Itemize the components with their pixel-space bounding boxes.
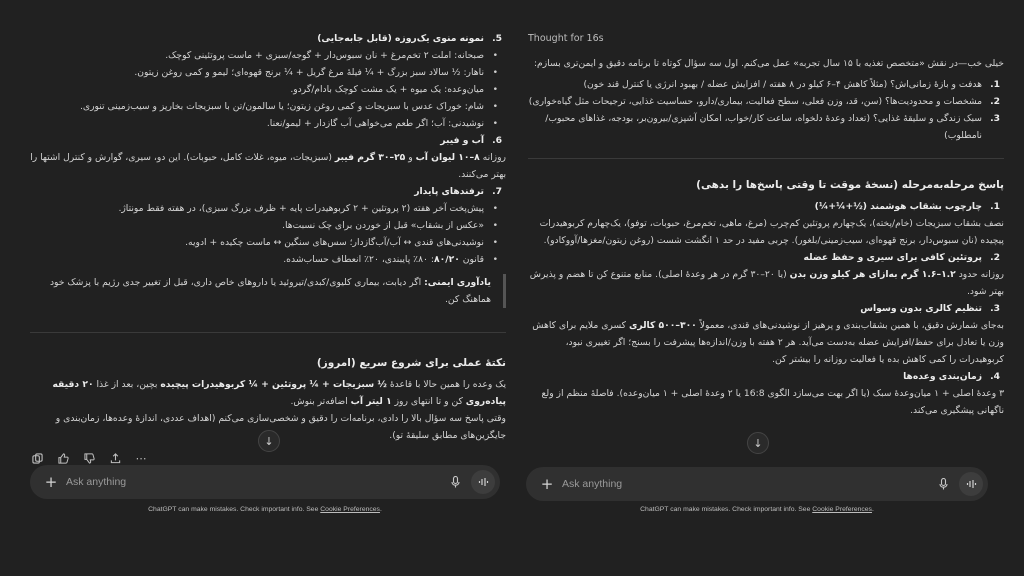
safety-text: اگر دیابت، بیماری کلیوی/کبدی/تیروئید یا داروهای خاص داری، قبل از تغییر جدی رژیم با پزشک خود هماهنگ کن. [49,277,491,305]
copy-icon[interactable] [30,451,44,465]
voice-mode-button[interactable] [959,472,983,496]
plus-icon[interactable]: + [44,473,58,491]
thumbs-up-icon[interactable] [56,451,70,465]
section-number: 6. [492,135,502,146]
more-icon[interactable]: ⋯ [135,451,147,465]
list-item: • نوشیدنی: آب؛ اگر طعم می‌خواهی آب گازدار + لیمو/نعنا. [30,115,506,132]
bold-text: ۳۰۰–۵۰۰ کالری [628,320,697,331]
text: . [871,506,874,513]
text: روزانه [479,152,506,163]
divider [528,158,1004,159]
scroll-down-button[interactable] [747,432,769,454]
cookie-preferences-link[interactable]: Cookie Preferences [812,506,872,513]
plus-icon[interactable]: + [540,475,554,493]
question-text: مشخصات و محدودیت‌ها؟ (سن، قد، وزن فعلی، سطح فعالیت، بیماری/دارو، حساسیت غذایی، ترجیحات مثل گیاه‌خواری) [528,96,982,107]
section-title: آب و فیبر [440,135,484,146]
right-message-content [528,30,1004,419]
text: . [379,506,382,513]
bold-text: ۲۰ دقیقه پیاده‌روی [52,379,506,407]
step-title: زمان‌بندی وعده‌ها [903,371,982,382]
section-title: ترفندهای پایدار [414,186,484,197]
waveform-icon [478,477,489,487]
message-input[interactable]: Ask anything [562,478,623,490]
bold-text: ۱ لیتر آب [350,396,392,407]
waveform-icon [966,479,977,489]
water-fiber-text [30,149,506,183]
disclaimer-text: ChatGPT can make mistakes. Check important info. See [148,506,321,513]
safety-label: یادآوری ایمنی: [424,277,491,288]
question-text: هدفت و بازهٔ زمانی‌اش؟ (مثلاً کاهش ۴–۶ کیلو در ۸ هفته / افزایش عضله / بهبود انرژی یا کنترل قند خون) [583,79,982,90]
message-actions [30,451,148,465]
list-item: • شام: خوراک عدس با سبزیجات و کمی روغن زیتون؛ یا سالمون/تن با سبزیجات بخارپز و سیب‌زمینی تنوری. [30,98,506,115]
tip-heading: نکتهٔ عملی برای شروع سریع (امروز) [316,357,506,369]
step-heading [528,368,1004,385]
section-meal-plan [30,30,506,47]
text: بچین، بعد از غذا [93,379,161,390]
meal-plan-list [30,47,506,132]
bold-text: ۸–۱۰ لیوان آب [415,152,480,163]
item-number: 2. [990,96,1000,107]
section-number: 5. [492,33,502,44]
text: اضافه‌تر بنوش. [290,396,351,407]
step-title: تنظیم کالری بدون وسواس [860,303,982,314]
scroll-down-button[interactable] [258,430,280,452]
arrow-down-icon: ↓ [264,434,274,448]
list-item: • ناهار: ½ سالاد سبز بزرگ + ¼ فیلهٔ مرغ گریل + ¼ برنج قهوه‌ای؛ لیمو و کمی روغن زیتون. [30,64,506,81]
step-heading [528,198,1004,215]
composer-right [526,467,988,501]
item-number: 1. [990,79,1000,90]
text: کن و تا انتهای روز [391,396,466,407]
list-item: • میان‌وعده: یک میوه + یک مشت کوچک بادام/گردو. [30,81,506,98]
question-text: سبک زندگی و سلیقهٔ غذایی؟ (تعداد وعدهٔ دلخواه، ساعت کار/خواب، امکان آشپزی/بیرون‌بر، بودجه، غذاهای محبوب/نامطلوب) [545,113,982,141]
question-item [528,110,1004,144]
closing-paragraph: وقتی پاسخ سه سؤال بالا را دادی، برنامه‌ات را دقیق و شخصی‌سازی می‌کنم (اهداف عددی، اندازهٔ وعده‌ها، زمان‌بندی و جایگزین‌های مطابق سلیقهٔ تو). [55,413,506,441]
right-chat-pane [516,0,1024,576]
step-title: پروتئین کافی برای سیری و حفظ عضله [803,252,982,263]
item-number: 3. [990,303,1000,314]
bold-text: ۲۵–۳۰ گرم فیبر [334,152,406,163]
text: (یا ۲۰–۳۰ گرم در هر وعدهٔ اصلی). منابع متنوع کن تا هضم و پذیرش بهتر شود. [529,269,1004,297]
text: روزانه حدود [955,269,1004,280]
text: (سبزیجات، میوه، غلات کامل، حبوبات). این دو، سیری، گوارش و کنترل اشتها را بهتر می‌کنند. [30,152,506,180]
question-item [528,93,1004,110]
item-number: 2. [990,252,1000,263]
intro-paragraph: خیلی خب—در نقش «متخصص تغذیه با ۱۵ سال تجربه» عمل می‌کنم. اول سه سؤال کوتاه تا برنامه دقیق و ایمن‌تری بسازم: [533,58,1004,69]
text: یک وعده را همین حالا با قاعدهٔ [386,379,506,390]
disclaimer-right [526,506,988,513]
answer-heading: پاسخ مرحله‌به‌مرحله (نسخهٔ موقت تا وقتی پاسخ‌ها را بدهی) [696,179,1004,191]
microphone-icon[interactable] [933,478,953,490]
list-item [30,251,506,268]
bold-text: ۱.۲–۱.۶ گرم به‌ازای هر کیلو وزن بدن [789,269,956,280]
section-number: 7. [492,186,502,197]
step-heading [528,249,1004,266]
thumbs-down-icon[interactable] [82,451,96,465]
step-text: نصف بشقاب سبزیجات (خام/پخته)، یک‌چهارم پروتئین کم‌چرب (مرغ، ماهی، تخم‌مرغ، حبوبات، توفو)، یک‌چهارم کربوهیدرات پیچیده (نان سبوس‌دار، برنج قهوه‌ای، سیب‌زمینی/بلغور). چربی مفید در حد ۱ انگشت شست (روغن زیتون/مغزها/آووکادو). [539,218,1004,246]
bold-text: ½ سبزیجات + ¼ پروتئین + ¼ کربوهیدرات پیچیده [160,379,387,390]
composer-left [30,465,500,499]
voice-mode-button[interactable] [471,470,495,494]
arrow-down-icon: ↓ [753,436,763,450]
list-item: • صبحانه: املت ۲ تخم‌مرغ + نان سبوس‌دار + گوجه/سبزی + ماست پروتئینی کوچک. [30,47,506,64]
text: به‌جای شمارش دقیق، با همین بشقاب‌بندی و پرهیز از نوشیدنی‌های قندی، معمولاً [696,320,1004,331]
message-input[interactable]: Ask anything [66,476,127,488]
disclaimer-left [30,506,500,513]
tricks-list [30,200,506,268]
section-title: نمونه منوی یک‌روزه (قابل جابه‌جایی) [317,33,484,44]
text: کسری ملایم برای کاهش وزن یا تعادل برای حفظ/افزایش عضله به‌دست می‌آید. هر ۲ هفته با وزن/اندازه‌ها پیشرفت را بسنج؛ اگر تغییری نبود، کربوهیدرات را کمی کاهش بده یا فعالیت روزانه را بیشتر کن. [532,320,1004,365]
text: و [405,152,416,163]
share-icon[interactable] [108,451,122,465]
thought-duration-toggle[interactable]: Thought for 16s [528,33,604,44]
left-message-content [30,30,506,444]
section-tricks [30,183,506,200]
safety-reminder-quote [30,274,506,308]
bold-text: ۸۰/۲۰ [434,254,460,265]
text: قانون [459,254,484,265]
item-number: 1. [990,201,1000,212]
step-title: چارچوب بشقاب هوشمند (½+¼+¼) [814,201,982,212]
divider [30,332,506,333]
disclaimer-text: ChatGPT can make mistakes. Check important info. See [640,506,813,513]
section-water-fiber [30,132,506,149]
list-item: • «عکس از بشقاب» قبل از خوردن برای چک نسبت‌ها. [30,217,506,234]
tip-paragraph [30,376,506,410]
question-item [528,76,1004,93]
cookie-preferences-link[interactable]: Cookie Preferences [320,506,380,513]
microphone-icon[interactable] [445,476,465,488]
step-text: ۳ وعدهٔ اصلی + ۱ میان‌وعدهٔ سبک (یا اگر بهت می‌سازد الگوی 16:8 یا ۲ وعدهٔ اصلی + ۱ میان‌وعده). فاصلهٔ منظم از ولع ناگهانی پیشگیری می‌کند. [541,388,1004,416]
step-heading [528,300,1004,317]
list-item: • نوشیدنی‌های قندی ↔ آب/آب‌گازدار؛ سس‌های سنگین ↔ ماست چکیده + ادویه. [30,234,506,251]
step-text [528,317,1004,368]
item-number: 3. [990,113,1000,124]
item-number: 4. [990,371,1000,382]
list-item: • پیش‌پخت آخر هفته (۲ پروتئین + ۲ کربوهیدرات پایه + ظرف بزرگ سبزی)، در هفته فقط مونتاژ. [30,200,506,217]
step-text [528,266,1004,300]
text: : ۸۰٪ پایبندی، ۲۰٪ انعطاف حساب‌شده. [283,254,435,265]
